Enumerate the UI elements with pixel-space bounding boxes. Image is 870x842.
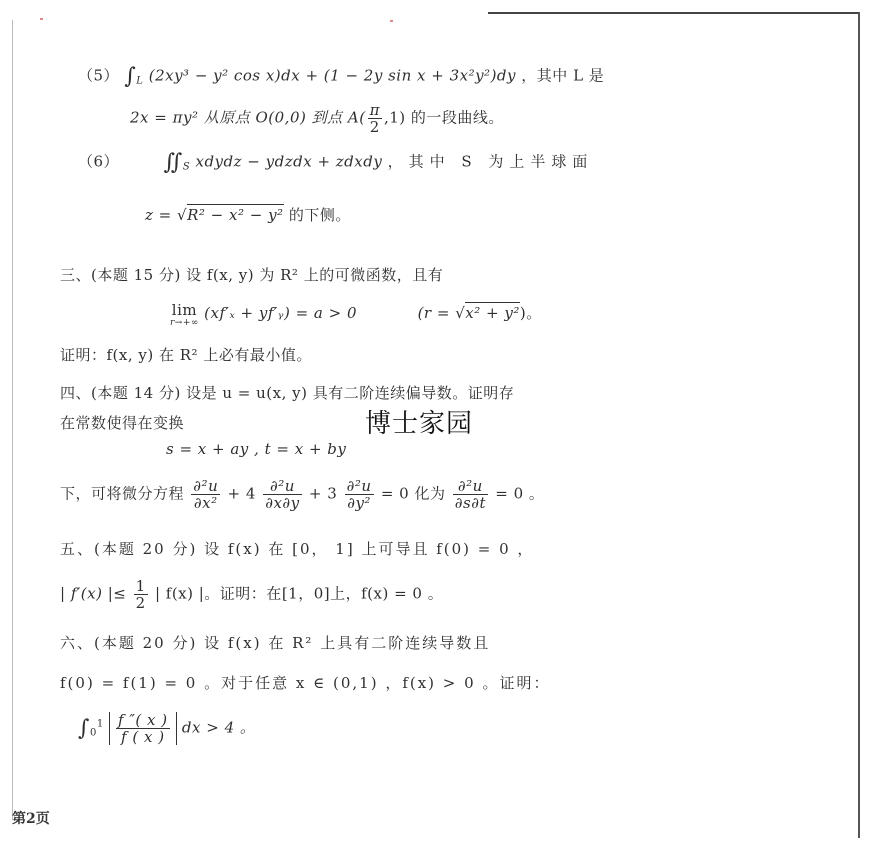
problem-4-line2: 在常数使得在变换: [60, 414, 185, 432]
integrand: (2xy³ − y² cos x)dx + (1 − 2y sin x + 3x²y²)dy: [148, 66, 517, 85]
integrand: xdydz − ydzdx + zdxdy: [195, 152, 383, 171]
coefficient: + 3: [308, 484, 338, 503]
integral-tail: dx > 4 。: [181, 718, 256, 737]
surface-side: 的下侧。: [283, 206, 351, 224]
limit-operator: lim: [171, 301, 198, 319]
equation-intro: 下，可将微分方程: [60, 484, 185, 503]
integral-lower-limit: 0: [89, 727, 97, 739]
problem-4-head: 四、(本题 14 分) 设是 u = u(x, y) 具有二阶连续偏导数。证明存: [60, 384, 515, 402]
limit-subscript: r→+∞: [170, 318, 199, 328]
sqrt-radicand: R² − x² − y²: [187, 206, 284, 224]
problem-5-line1: [78, 64, 604, 89]
fraction-denominator: 2: [135, 594, 146, 612]
fraction-numerator: ∂²u: [193, 477, 219, 495]
problem-label: （5）: [78, 66, 120, 85]
inequality-left: | f′(x) |≤: [60, 584, 127, 603]
problem-3-limit: lim r→+∞ (xf′ₓ + yf′ᵧ) = a > 0 (r = √x² + y²)。: [170, 301, 542, 328]
equation-end: = 0 。: [495, 484, 545, 503]
limit-expression: (xf′ₓ + yf′ᵧ) = a > 0: [204, 304, 357, 322]
curve-definition: 2x = πy² 从原点 O(0,0) 到点 A(: [130, 108, 366, 127]
problem-label: （6）: [78, 152, 120, 171]
problem-condition: ，其中 L 是: [521, 66, 605, 85]
double-integral-symbol: ∬: [163, 150, 183, 175]
scan-border-top: [488, 12, 860, 14]
curve-definition-end: ,1) 的一段曲线。: [383, 108, 504, 127]
fraction-half: [134, 578, 148, 611]
fraction-numerator: 1: [135, 577, 146, 595]
r-definition: (r =: [417, 304, 456, 322]
scan-border-left: [12, 20, 13, 820]
partial-fraction: [191, 478, 220, 511]
fraction-denominator: 2: [369, 118, 380, 136]
fraction-denominator: ∂x∂y: [265, 494, 300, 512]
problem-6b-integral: [78, 712, 255, 745]
fraction-denominator: f ( x ): [121, 728, 165, 746]
problem-6b-condition: f(0) = f(1) = 0 。对于任意 x ∈ (0,1) ，f(x) > 0 。证明：: [60, 674, 551, 692]
problem-6-line1: [78, 150, 593, 175]
problem-5-line2: [130, 102, 504, 135]
fraction-denominator: ∂x²: [193, 494, 218, 512]
partial-fraction: [345, 478, 374, 511]
problem-condition: ，其中 S 为上半球面: [387, 152, 594, 171]
r-definition-end: )。: [519, 304, 542, 322]
absolute-value: [109, 712, 177, 745]
integral-upper-limit: 1: [96, 718, 104, 730]
problem-4-transform: s = x + ay , t = x + by: [166, 440, 347, 458]
problem-4-equation: [60, 478, 544, 511]
integral-subscript: L: [136, 75, 144, 87]
inequality-right: | f(x) |。证明：在[1，0]上，f(x) = 0 。: [154, 584, 444, 603]
watermark-text: 博士家园: [365, 409, 474, 439]
surface-z: z =: [145, 206, 178, 224]
integral-subscript: S: [182, 161, 191, 173]
fraction: [368, 102, 382, 135]
problem-3-head: 三、(本题 15 分) 设 f(x, y) 为 R² 上的可微函数，且有: [60, 266, 444, 284]
sqrt-radicand: x² + y²: [465, 304, 520, 322]
scan-speck: [390, 20, 393, 22]
page-number: 第2页: [12, 811, 50, 827]
problem-3-prove: 证明：f(x, y) 在 R² 上必有最小值。: [60, 346, 312, 364]
equation-transform-text: = 0 化为: [380, 484, 446, 503]
fraction-denominator: ∂s∂t: [454, 494, 486, 512]
scan-border-right: [858, 12, 860, 838]
integral-symbol: ∫: [124, 64, 137, 89]
fraction-numerator: ∂²u: [453, 478, 488, 495]
fraction-numerator: f ″( x ): [118, 711, 168, 729]
integral-symbol: ∫: [78, 716, 90, 741]
problem-6-line2: z = √R² − x² − y² 的下侧。: [145, 206, 351, 224]
problem-5b-head: 五、(本题 20 分) 设 f(x) 在 [0， 1] 上可导且 f(0) = 0 ，: [60, 540, 535, 558]
fraction-numerator: ∂²u: [263, 478, 301, 495]
coefficient: + 4: [227, 484, 256, 503]
problem-5b-condition: [60, 578, 443, 611]
fraction: [116, 712, 170, 745]
fraction-denominator: ∂y²: [347, 494, 371, 512]
partial-fraction: [453, 478, 488, 511]
partial-fraction: [263, 478, 301, 511]
fraction-numerator: ∂²u: [346, 477, 372, 495]
scan-speck: [40, 18, 43, 20]
fraction-numerator: π: [369, 101, 380, 119]
problem-6b-head: 六、(本题 20 分) 设 f(x) 在 R² 上具有二阶连续导数且: [60, 634, 491, 652]
